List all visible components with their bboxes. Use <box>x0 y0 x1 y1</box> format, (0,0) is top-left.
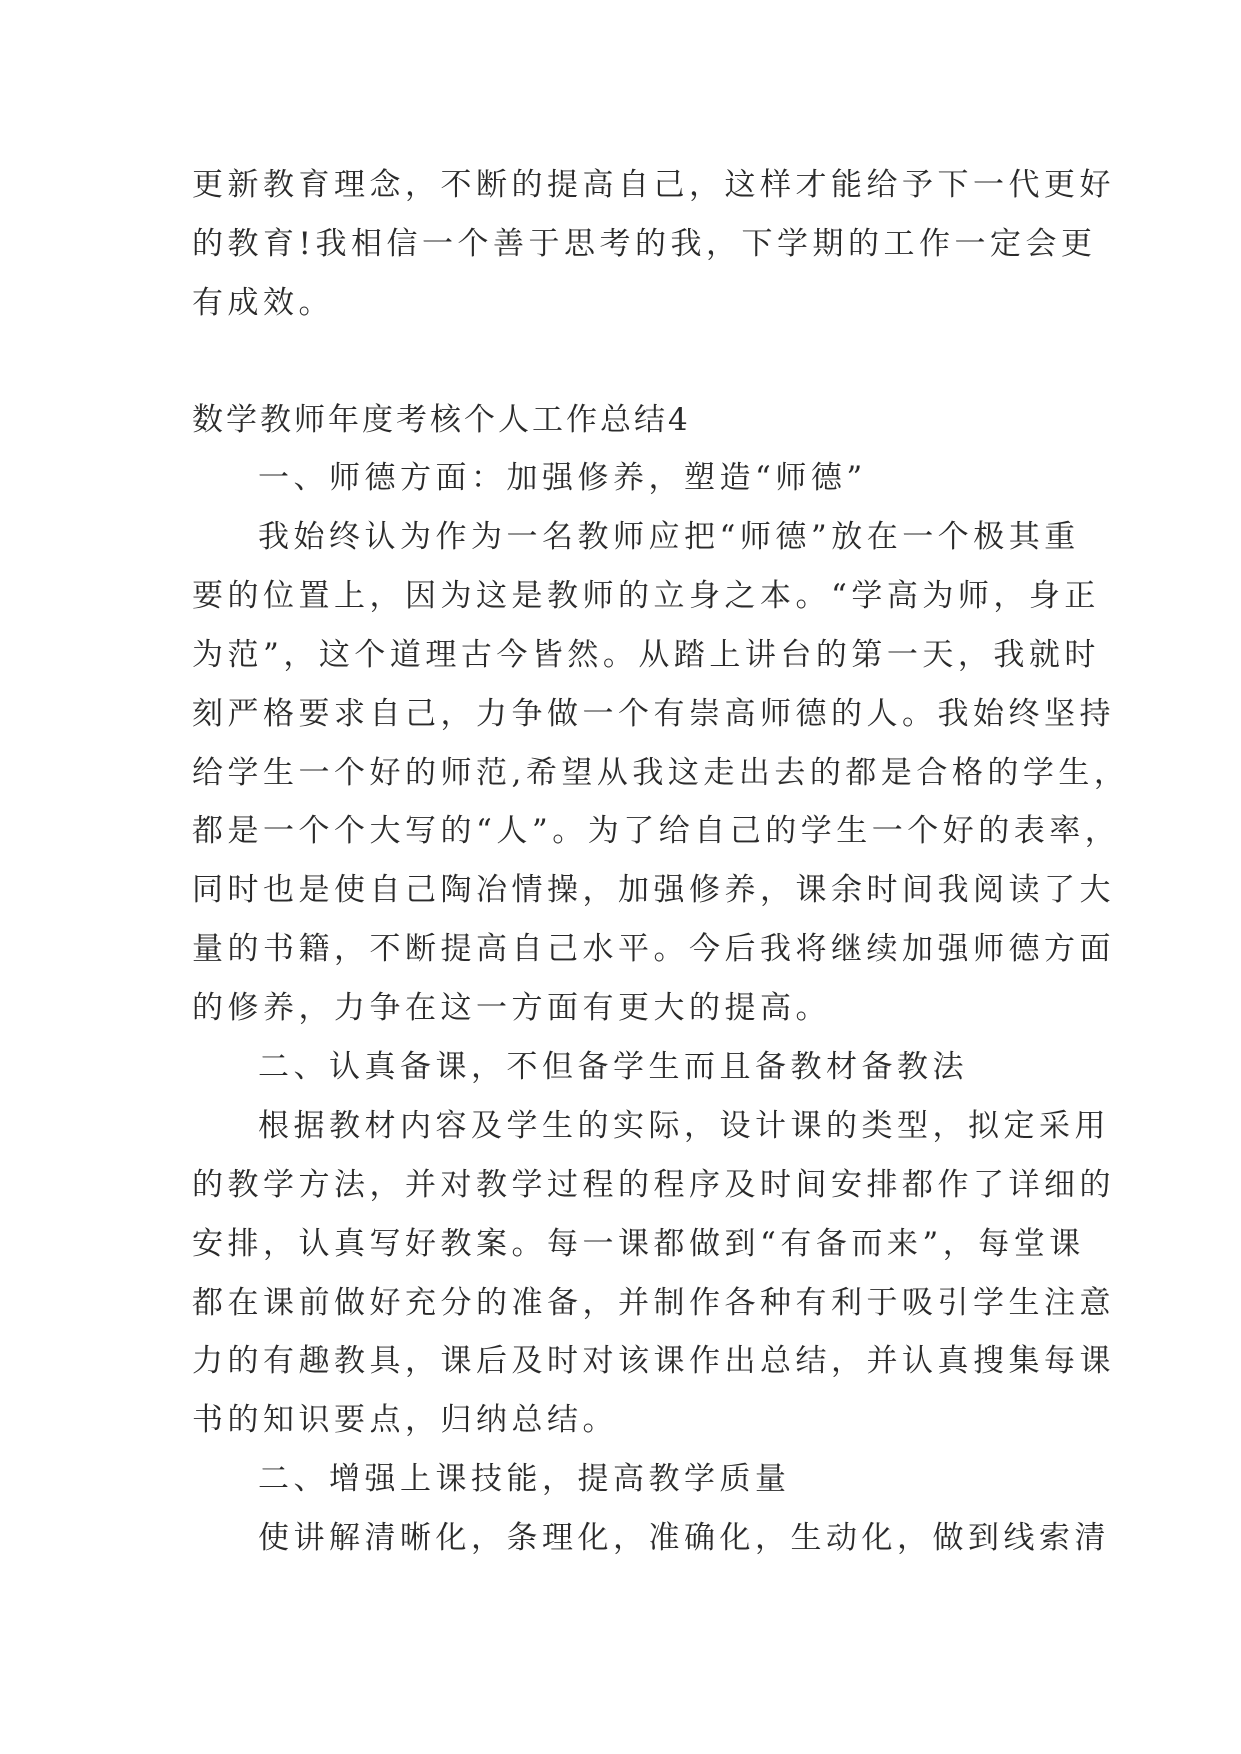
paragraph-line: 安排，认真写好教案。每一课都做到“有备而来”，每堂课 <box>192 1226 1085 1262</box>
paragraph-line: 量的书籍，不断提高自己水平。今后我将继续加强师德方面 <box>192 931 1115 967</box>
paragraph-line: 使讲解清晰化，条理化，准确化，生动化，做到线索清 <box>258 1520 1110 1556</box>
paragraph-line: 刻严格要求自己，力争做一个有崇高师德的人。我始终坚持 <box>192 696 1115 732</box>
paragraph-line: 都是一个个大写的“人”。为了给自己的学生一个好的表率， <box>192 813 1121 849</box>
subheading: 二、认真备课，不但备学生而且备教材备教法 <box>258 1049 968 1085</box>
paragraph-line: 的教学方法，并对教学过程的程序及时间安排都作了详细的 <box>192 1167 1115 1203</box>
paragraph-line: 同时也是使自己陶冶情操，加强修养，课余时间我阅读了大 <box>192 872 1115 908</box>
paragraph-line: 根据教材内容及学生的实际，设计课的类型，拟定采用 <box>258 1108 1110 1144</box>
subheading: 一、师德方面：加强修养，塑造“师德” <box>258 460 867 496</box>
paragraph-line: 有成效。 <box>192 285 334 321</box>
paragraph-line: 书的知识要点，归纳总结。 <box>192 1402 618 1438</box>
paragraph-line: 的教育!我相信一个善于思考的我，下学期的工作一定会更 <box>192 226 1097 262</box>
paragraph-line: 力的有趣教具，课后及时对该课作出总结，并认真搜集每课 <box>192 1343 1115 1379</box>
paragraph-line: 为范”，这个道理古今皆然。从踏上讲台的第一天，我就时 <box>192 637 1100 673</box>
paragraph-line: 要的位置上，因为这是教师的立身之本。“学高为师，身正 <box>192 578 1100 614</box>
paragraph-line: 更新教育理念，不断的提高自己，这样才能给予下一代更好 <box>192 167 1115 203</box>
section-title: 数学教师年度考核个人工作总结4 <box>192 402 691 438</box>
paragraph-line: 我始终认为作为一名教师应把“师德”放在一个极其重 <box>258 519 1080 555</box>
paragraph-line: 给学生一个好的师范,希望从我这走出去的都是合格的学生， <box>192 755 1130 791</box>
paragraph-line: 都在课前做好充分的准备，并制作各种有利于吸引学生注意 <box>192 1285 1115 1321</box>
subheading: 二、增强上课技能，提高教学质量 <box>258 1461 791 1497</box>
paragraph-line: 的修养，力争在这一方面有更大的提高。 <box>192 990 831 1026</box>
